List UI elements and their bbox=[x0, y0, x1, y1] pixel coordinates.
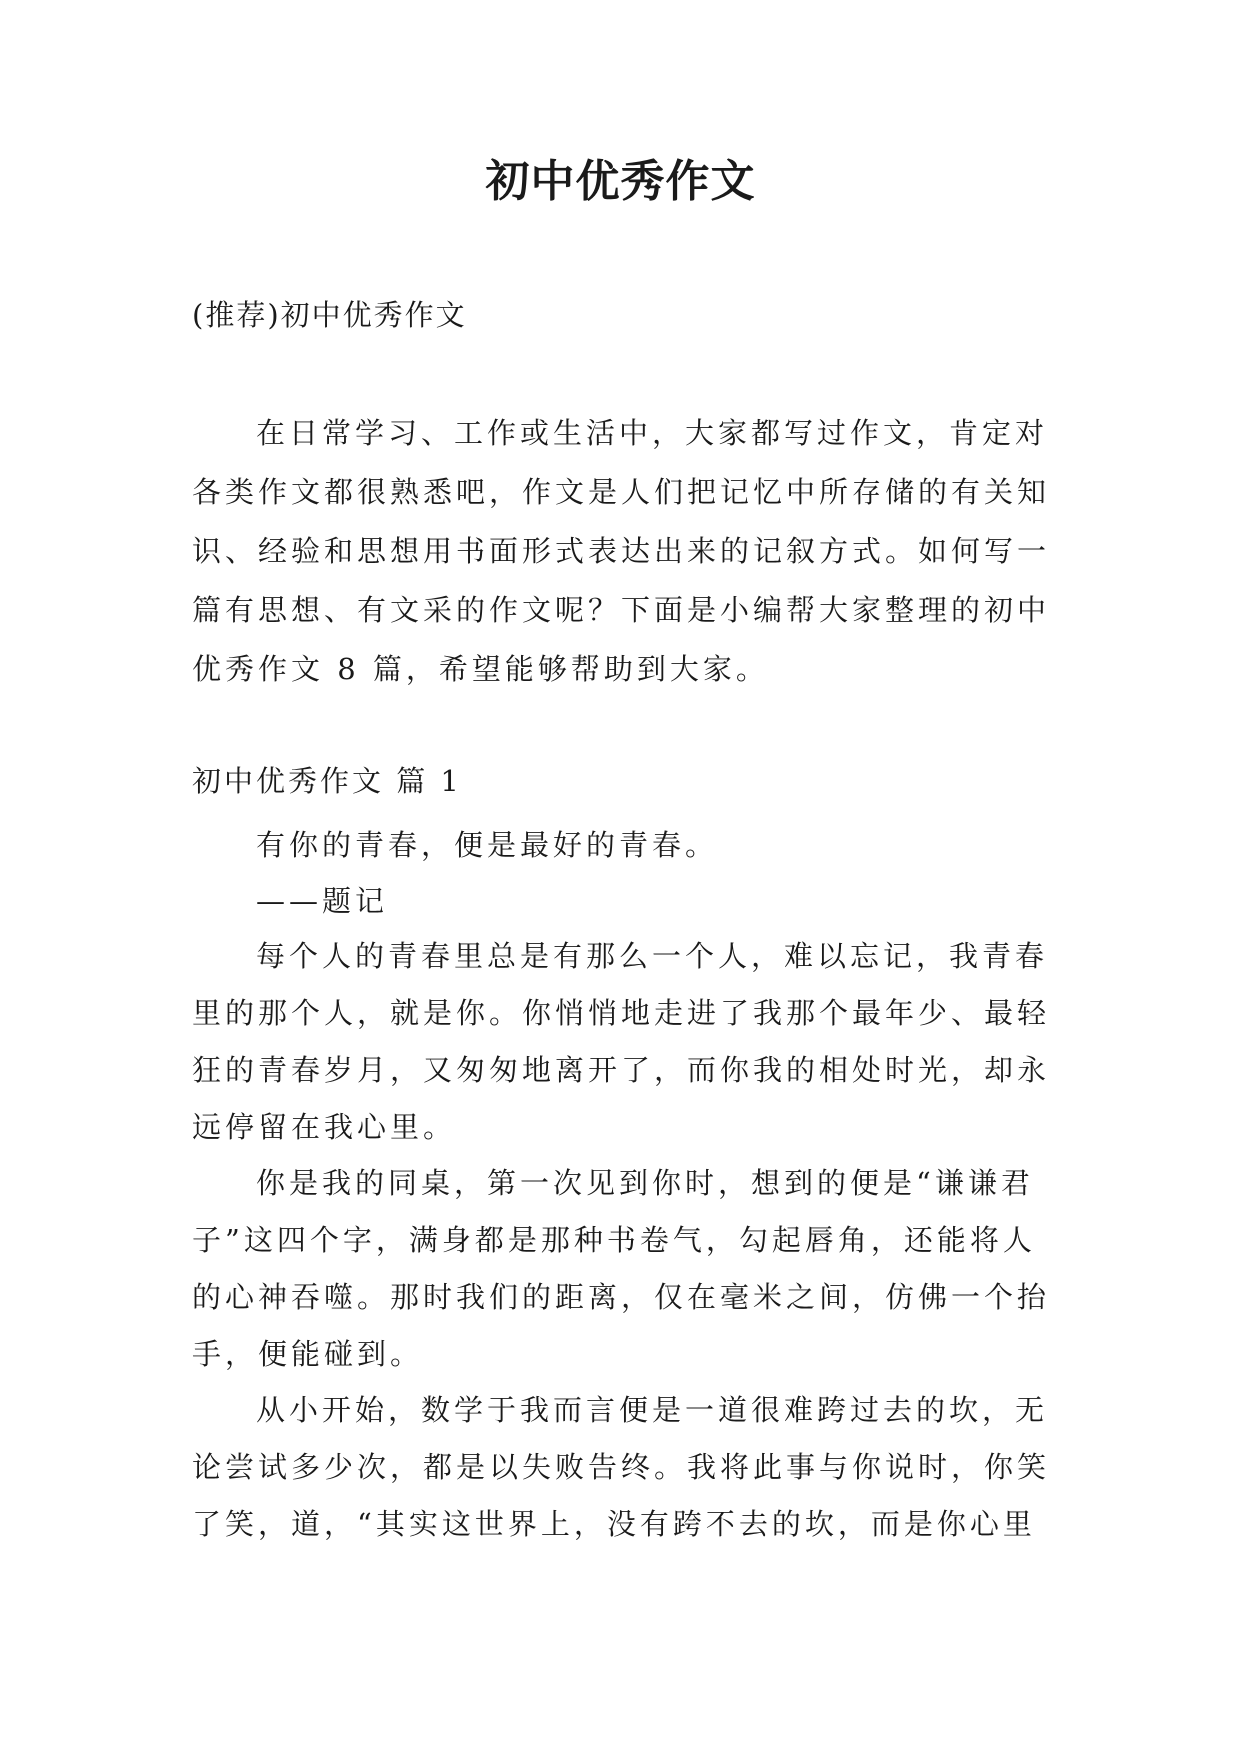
paragraph-line: 狂的青春岁月，又匆匆地离开了，而你我的相处时光，却永 bbox=[192, 1053, 1051, 1087]
paragraph-line: 了笑，道，“其实这世界上，没有跨不去的坎，而是你心里 bbox=[192, 1507, 1036, 1541]
epigraph bbox=[192, 817, 1056, 874]
paragraph-line: 你是我的同桌，第一次见到你时，想到的便是“谦谦君 bbox=[256, 1166, 1034, 1200]
paragraph-line: 子”这四个字，满身都是那种书卷气，勾起唇角，还能将人 bbox=[192, 1223, 1036, 1257]
body-paragraph-1 bbox=[192, 928, 1056, 1156]
paragraph-line: 手，便能碰到。 bbox=[192, 1337, 424, 1371]
paragraph-line: 的心神吞噬。那时我们的距离，仅在毫米之间，仿佛一个抬 bbox=[192, 1280, 1051, 1314]
paragraph-line: 里的那个人，就是你。你悄悄地走进了我那个最年少、最轻 bbox=[192, 996, 1051, 1030]
document-subtitle: (推荐)初中优秀作文 bbox=[192, 298, 467, 332]
body-paragraph-2 bbox=[192, 1155, 1056, 1383]
epigraph-source bbox=[192, 873, 1056, 930]
intro-line: 各类作文都很熟悉吧，作文是人们把记忆中所存储的有关知 bbox=[192, 475, 1051, 509]
intro-paragraph bbox=[192, 404, 1056, 699]
epigraph-text: 有你的青春，便是最好的青春。 bbox=[256, 828, 719, 862]
document-title: 初中优秀作文 bbox=[485, 156, 756, 207]
paragraph-line: 远停留在我心里。 bbox=[192, 1110, 457, 1144]
intro-line: 识、经验和思想用书面形式表达出来的记叙方式。如何写一 bbox=[192, 534, 1051, 568]
paragraph-line: 每个人的青春里总是有那么一个人，难以忘记，我青春 bbox=[256, 939, 1049, 973]
paragraph-line: 从小开始，数学于我而言便是一道很难跨过去的坎，无 bbox=[256, 1393, 1049, 1427]
intro-line: 篇有思想、有文采的作文呢？下面是小编帮大家整理的初中 bbox=[192, 593, 1051, 627]
section-heading: 初中优秀作文 篇 1 bbox=[192, 764, 462, 798]
epigraph-source-text: ——题记 bbox=[256, 884, 389, 918]
intro-line: 优秀作文 8 篇，希望能够帮助到大家。 bbox=[192, 652, 769, 686]
body-paragraph-3 bbox=[192, 1382, 1056, 1553]
intro-line: 在日常学习、工作或生活中，大家都写过作文，肯定对 bbox=[256, 416, 1049, 450]
paragraph-line: 论尝试多少次，都是以失败告终。我将此事与你说时，你笑 bbox=[192, 1450, 1051, 1484]
